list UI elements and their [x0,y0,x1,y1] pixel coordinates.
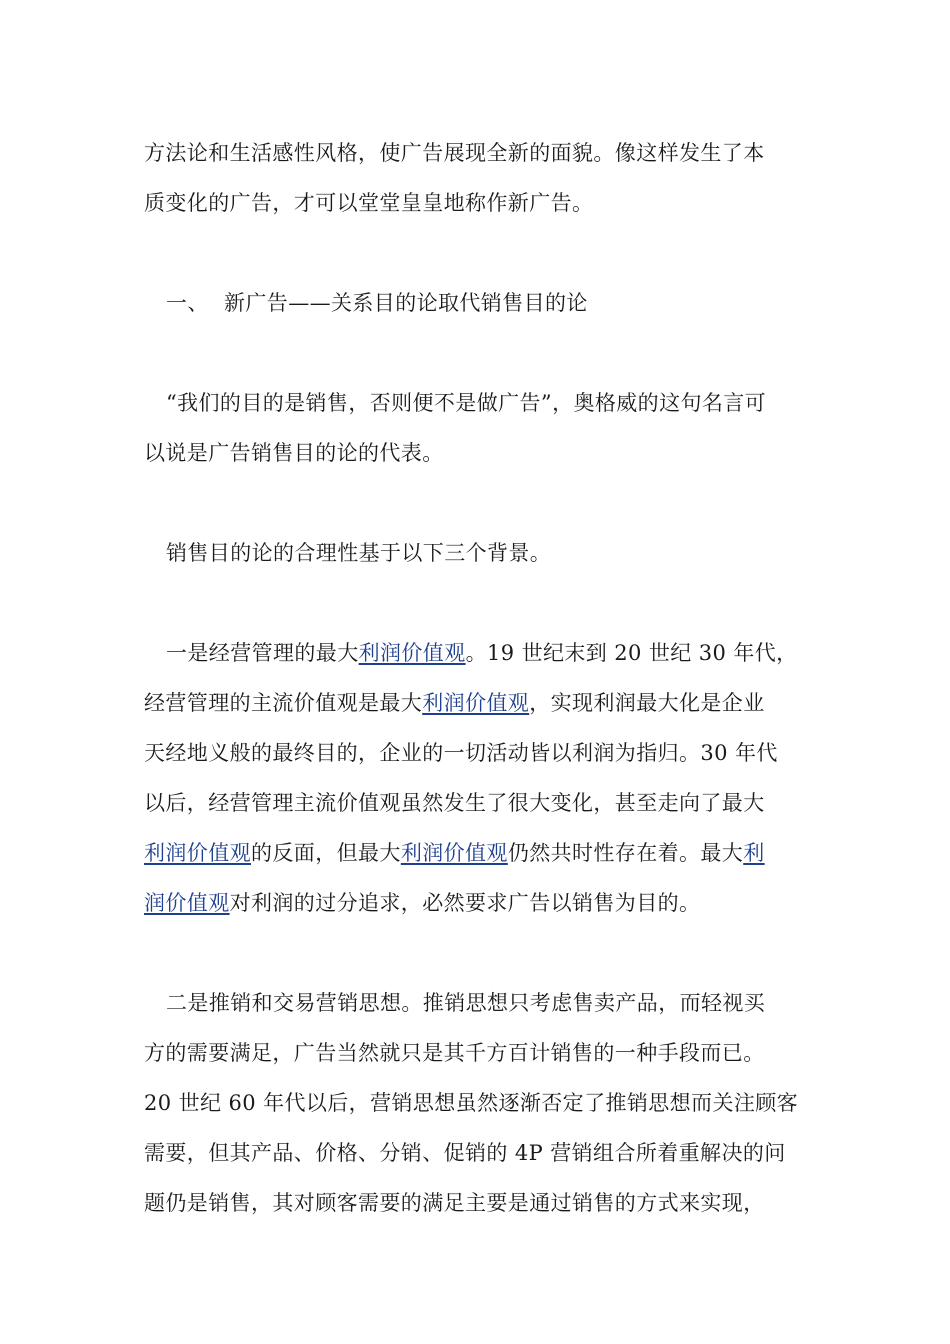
first-line-2-text-b: ，实现利润最大化是企业 [529,691,765,715]
first-line-2-text-a: 经营管理的主流价值观是最大 [144,691,423,715]
quote-line-1: “我们的目的是销售，否则便不是做广告”，奥格威的这句名言可 [166,391,767,415]
link-profit-value[interactable]: 利润价值观 [358,641,466,665]
first-line-6 [144,878,820,928]
link-profit-value[interactable]: 利润价值观 [400,841,508,865]
paragraph-gap [144,478,820,528]
first-line-3: 天经地义般的最终目的，企业的一切活动皆以利润为指归。30 年代 [144,741,778,765]
second-line-5: 题仍是销售，其对顾客需要的满足主要是通过销售的方式来实现， [144,1191,765,1215]
first-line-6-text-a: 对利润的过分追求，必然要求广告以销售为目的。 [229,891,701,915]
second-line-2: 方的需要满足，广告当然就只是其千方百计销售的一种手段而已。 [144,1041,765,1065]
paragraph-gap [144,228,820,278]
first-line-1 [144,628,820,678]
link-profit-value[interactable]: 利润价值观 [144,841,251,865]
link-profit-value[interactable]: 利润价值观 [422,691,530,715]
link-profit-value-end[interactable]: 润价值观 [144,891,230,915]
first-line-1-text-a: 一是经营管理的最大 [166,641,359,665]
paragraph-gap [144,578,820,628]
section-heading [144,278,820,328]
section-heading-number: 一、 [166,291,209,315]
first-line-4: 以后，经营管理主流价值观虽然发生了很大变化，甚至走向了最大 [144,791,765,815]
first-line-5-text-a: 的反面，但最大 [251,841,401,865]
first-line-2 [144,678,820,728]
second-line-4: 需要，但其产品、价格、分销、促销的 4P 营销组合所着重解决的问 [144,1141,786,1165]
document-page [144,128,820,1228]
paragraph-gap [144,928,820,978]
section-heading-text: 新广告——关系目的论取代销售目的论 [224,291,588,315]
background-line: 销售目的论的合理性基于以下三个背景。 [166,541,552,565]
first-line-1-text-b: 。19 世纪末到 20 世纪 30 年代， [465,641,798,665]
intro-line-1: 方法论和生活感性风格，使广告展现全新的面貌。像这样发生了本 [144,141,765,165]
second-line-3: 20 世纪 60 年代以后，营销思想虽然逐渐否定了推销思想而关注顾客 [144,1091,799,1115]
second-line-1: 二是推销和交易营销思想。推销思想只考虑售卖产品，而轻视买 [166,991,766,1015]
first-line-5 [144,828,820,878]
intro-line-2: 质变化的广告，才可以堂堂皇皇地称作新广告。 [144,191,594,215]
paragraph-gap [144,328,820,378]
first-line-5-text-b: 仍然共时性存在着。最大 [507,841,744,865]
quote-line-2: 以说是广告销售目的论的代表。 [144,441,444,465]
link-profit-value-start[interactable]: 利 [743,841,765,865]
